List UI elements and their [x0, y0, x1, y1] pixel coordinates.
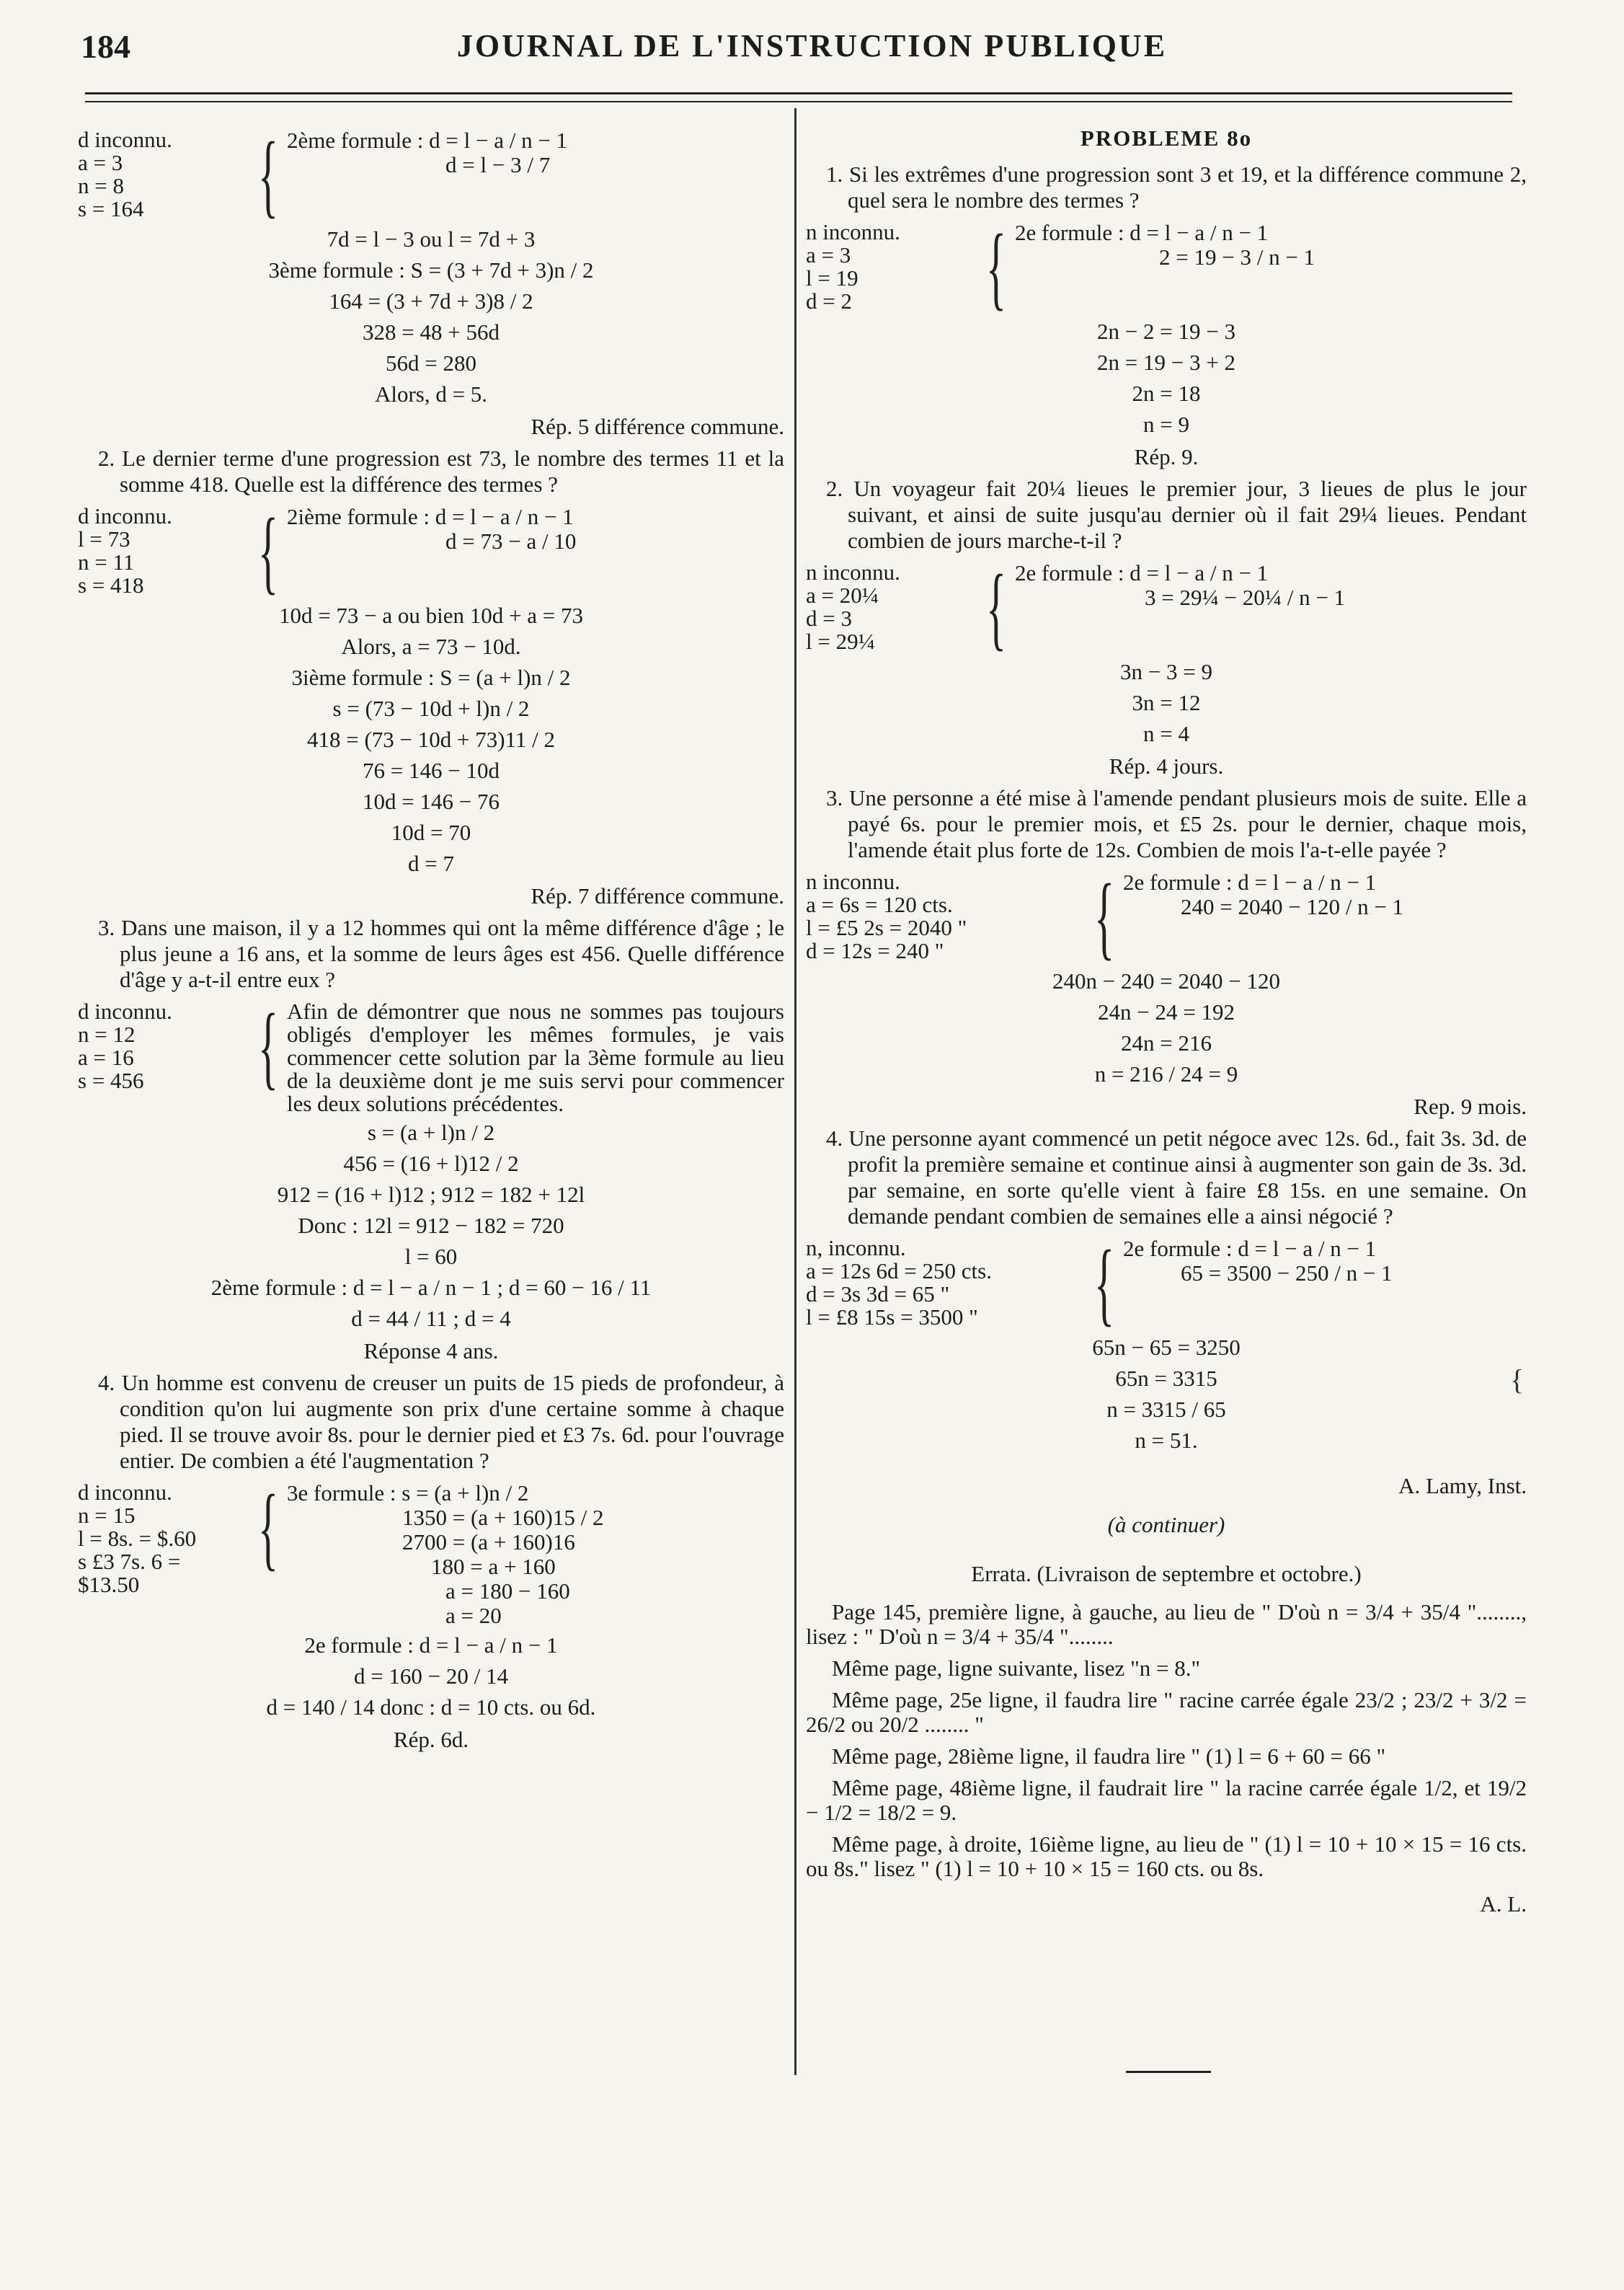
- given-value: d inconnu.: [78, 1480, 172, 1505]
- equation: n = 216 / 24 = 9: [1094, 1061, 1238, 1087]
- equation: 240 = 2040 − 120 / n − 1: [1181, 894, 1404, 919]
- equation: 164 = (3 + 7d + 3)8 / 2: [329, 288, 533, 314]
- equation: d = 44 / 11 ; d = 4: [351, 1306, 511, 1331]
- given-value: s = 456: [78, 1068, 144, 1093]
- errata-line: Même page, 48ième ligne, il faudrait lire " la racine carrée égale 1/2, et 19/2 − 1/2 = 18/2 = 9.: [806, 1775, 1527, 1825]
- equation: 912 = (16 + l)12 ; 912 = 182 + 12l: [277, 1182, 585, 1207]
- given-value: n, inconnu.: [806, 1235, 906, 1260]
- given-value: n inconnu.: [806, 869, 900, 894]
- equation: 2e formule : d = l − a / n − 1: [1123, 870, 1377, 895]
- given-value: n = 15: [78, 1503, 136, 1528]
- equation: 240n − 240 = 2040 − 120: [1052, 968, 1280, 994]
- answer: Rép. 4 jours.: [1109, 753, 1224, 779]
- equation: 3n − 3 = 9: [1120, 659, 1212, 684]
- given-value: l = 73: [78, 526, 130, 552]
- equation: 24n = 216: [1121, 1030, 1212, 1056]
- answer: Rép. 9.: [1134, 444, 1199, 469]
- header-rule: [85, 101, 1512, 102]
- problem-question: 2. Le dernier terme d'une progression est 73, le nombre des termes 11 et la somme 418. Quelle est la différence des termes ?: [98, 446, 784, 497]
- equation: s = (a + l)n / 2: [367, 1120, 495, 1145]
- given-value: a = 3: [78, 150, 123, 175]
- left-column: [78, 121, 784, 1759]
- problem-1: [806, 162, 1527, 470]
- equation: 2 = 19 − 3 / n − 1: [1159, 244, 1315, 270]
- equation: n = 51.: [1135, 1428, 1198, 1453]
- given-value: s £3 7s. 6 =: [78, 1549, 181, 1574]
- given-value: a = 16: [78, 1045, 134, 1070]
- equation: d = 160 − 20 / 14: [353, 1663, 509, 1689]
- given-value: n = 8: [78, 173, 124, 198]
- given-values: [806, 1237, 1094, 1330]
- answer: Rép. 7 différence commune.: [531, 883, 784, 909]
- given-value: d = 3: [806, 606, 852, 631]
- equation: 2e formule : d = l − a / n − 1: [304, 1632, 558, 1658]
- given-value: a = 20¼: [806, 583, 879, 608]
- errata-line: Même page, 28ième ligne, il faudra lire " (1) l = 6 + 60 = 66 ": [832, 1743, 1386, 1769]
- equation: 328 = 48 + 56d: [363, 319, 500, 345]
- problem-1: [78, 123, 784, 440]
- given-values: [806, 870, 1094, 964]
- equation: 2n = 18: [1132, 381, 1201, 406]
- problem-4: [806, 1126, 1527, 1454]
- given-values: [78, 128, 258, 222]
- problem-question: 4. Une personne ayant commencé un petit négoce avec 12s. 6d., fait 3s. 3d. de profit la première semaine et continue ainsi à augmenter son gain de 3s. 3d. par semaine, en sorte qu'elle vient à faire £8 15s. en une semaine. On demande pendant combien de semaines elle a ainsi négocié ?: [826, 1126, 1527, 1229]
- equation: n = 3315 / 65: [1106, 1397, 1226, 1422]
- closing-rule: [1126, 2071, 1211, 2073]
- given-value: n inconnu.: [806, 560, 900, 585]
- equation: a = 180 − 160: [445, 1578, 570, 1604]
- equation: 2ème formule : d = l − a / n − 1 ; d = 60 − 16 / 11: [210, 1275, 652, 1300]
- given-value: l = £8 15s = 3500 ": [806, 1304, 978, 1330]
- given-value: l = 19: [806, 265, 858, 291]
- equation: 418 = (73 − 10d + 73)11 / 2: [306, 727, 556, 752]
- answer: Rép. 5 différence commune.: [531, 414, 784, 439]
- equation: n = 9: [1143, 412, 1189, 437]
- problem-2: [78, 446, 784, 909]
- equation: 7d = l − 3 ou l = 7d + 3: [327, 226, 536, 252]
- equation: 65n − 65 = 3250: [1092, 1335, 1241, 1360]
- given-value: d = 12s = 240 ": [806, 938, 944, 963]
- equation: 3ième formule : S = (a + l)n / 2: [291, 665, 571, 690]
- equation: 3n = 12: [1132, 690, 1201, 715]
- brace: {: [258, 1476, 279, 1580]
- given-value: a = 12s 6d = 250 cts.: [806, 1258, 992, 1283]
- equation: n = 4: [1143, 721, 1189, 746]
- given-value: s = 164: [78, 196, 144, 221]
- problem-question: 3. Dans une maison, il y a 12 hommes qui ont la même différence d'âge ; le plus jeune a 16 ans, et la somme de leurs âges est 456. Quelle différence d'âge y a-t-il entre eux ?: [98, 915, 784, 992]
- brace: {: [258, 995, 279, 1099]
- errata-line: Page 145, première ligne, à gauche, au lieu de " D'où n = 3/4 + 35/4 "........, lisez : " D'où n = 3/4 + 35/4 "........: [806, 1599, 1527, 1649]
- equation: 2ème formule : d = l − a / n − 1: [287, 128, 568, 153]
- brace: {: [258, 500, 279, 604]
- errata-section: [806, 1561, 1527, 1917]
- working: [1123, 1237, 1527, 1330]
- given-value: n inconnu.: [806, 219, 900, 244]
- header-rule: [85, 92, 1512, 94]
- problem-question: 3. Une personne a été mise à l'amende pendant plusieurs mois de suite. Elle a payé 6s. pour le premier mois, et £5 2s. pour le dernier, chaque mois, l'amende était plus forte de 12s. Combien de mois l'a-t-elle payée ?: [826, 785, 1527, 862]
- brace: {: [986, 216, 1007, 319]
- equation: 3 = 29¼ − 20¼ / n − 1: [1145, 585, 1346, 610]
- equation: 2e formule : d = l − a / n − 1: [1123, 1236, 1377, 1261]
- working: [287, 505, 784, 598]
- equation: 2n − 2 = 19 − 3: [1097, 319, 1235, 344]
- given-values: [806, 561, 986, 655]
- continued-note: (à continuer): [1107, 1512, 1225, 1537]
- equation: 10d = 70: [391, 820, 471, 845]
- given-values: [78, 1000, 258, 1115]
- equation: a = 20: [445, 1603, 502, 1628]
- brace: {: [258, 123, 279, 227]
- working: [1015, 561, 1527, 655]
- given-value: d inconnu.: [78, 999, 172, 1024]
- page-number: 184: [81, 28, 130, 65]
- problem-question: 4. Un homme est convenu de creuser un puits de 15 pieds de profondeur, à condition qu'on lui augmente son prix d'une certaine somme à chaque pied. Il se trouve avoir 8s. pour le dernier pied et £3 7s. 6d. pour l'ouvrage entier. De combien a été l'augmentation ?: [98, 1370, 784, 1473]
- given-value: d inconnu.: [78, 503, 172, 529]
- column-divider: [794, 108, 797, 2075]
- problem-question: 1. Si les extrêmes d'une progression sont 3 et 19, et la différence commune 2, quel sera le nombre des termes ?: [826, 162, 1527, 213]
- equation: 2n = 19 − 3 + 2: [1097, 350, 1235, 375]
- brace: {: [1094, 865, 1115, 969]
- equation: Alors, d = 5.: [374, 381, 488, 407]
- working: [1123, 870, 1527, 964]
- equation: 10d = 73 − a ou bien 10d + a = 73: [278, 603, 584, 628]
- given-value: l = 29¼: [806, 629, 875, 654]
- given-value: d inconnu.: [78, 127, 172, 152]
- errata-line: Même page, à droite, 16ième ligne, au lieu de " (1) l = 10 + 10 × 15 = 16 cts. ou 8s." lisez " (1) l = 10 + 10 × 15 = 160 cts. ou 8s.: [806, 1831, 1527, 1881]
- equation: d = 73 − a / 10: [445, 529, 577, 554]
- equation: 10d = 146 − 76: [363, 789, 500, 814]
- errata-line: Même page, 25e ligne, il faudra lire " racine carrée égale 23/2 ; 23/2 + 3/2 = 26/2 ou 20/2 ........ ": [806, 1687, 1527, 1737]
- page-title: JOURNAL DE L'INSTRUCTION PUBLIQUE: [456, 28, 1168, 63]
- working: [287, 1481, 784, 1628]
- answer: Réponse 4 ans.: [363, 1338, 499, 1363]
- problem-question: 2. Un voyageur fait 20¼ lieues le premier jour, 3 lieues de plus le jour suivant, et ainsi de suite jusqu'au dernier où il fait 29¼ lieues. Pendant combien de jours marche-t-il ?: [826, 476, 1527, 553]
- equation: 3ème formule : S = (3 + 7d + 3)n / 2: [268, 257, 594, 283]
- given-value: $13.50: [78, 1572, 140, 1597]
- equation: 2700 = (a + 160)16: [402, 1529, 575, 1555]
- equation: 2e formule : d = l − a / n − 1: [1015, 560, 1269, 585]
- equation: d = 7: [408, 851, 454, 876]
- given-value: s = 418: [78, 572, 144, 598]
- equation: 24n − 24 = 192: [1098, 999, 1235, 1025]
- given-value: l = £5 2s = 2040 ": [806, 915, 967, 940]
- equation: 2ième formule : d = l − a / n − 1: [287, 504, 574, 529]
- equation: 1350 = (a + 160)15 / 2: [402, 1505, 604, 1530]
- equation: 3e formule : s = (a + l)n / 2: [287, 1480, 529, 1506]
- given-value: d = 3s 3d = 65 ": [806, 1281, 950, 1307]
- errata-heading: Errata. (Livraison de septembre et octobre.): [971, 1561, 1362, 1586]
- problem-2: [806, 476, 1527, 779]
- equation: Donc : 12l = 912 − 182 = 720: [298, 1213, 564, 1238]
- equation: 56d = 280: [386, 350, 476, 376]
- equation: 2e formule : d = l − a / n − 1: [1015, 220, 1269, 245]
- problem-4: [78, 1370, 784, 1753]
- equation: 65 = 3500 − 250 / n − 1: [1181, 1260, 1393, 1286]
- given-value: n = 11: [78, 549, 135, 575]
- brace: {: [1094, 1232, 1115, 1335]
- equation: Alors, a = 73 − 10d.: [341, 634, 521, 659]
- equation: d = l − 3 / 7: [445, 152, 551, 177]
- explanatory-note: Afin de démontrer que nous ne sommes pas toujours obligés d'employer les mêmes formules, je vais commencer cette solution par la 3ème formule au lieu de la deuxième dont je me suis servi pour commencer les deux solutions précédentes.: [287, 999, 784, 1116]
- given-values: [78, 1481, 258, 1628]
- given-value: a = 6s = 120 cts.: [806, 892, 953, 917]
- working: [287, 128, 784, 222]
- equation: l = 60: [404, 1244, 458, 1269]
- answer: Rep. 9 mois.: [1414, 1094, 1527, 1119]
- brace: {: [986, 556, 1007, 660]
- answer: Rép. 6d.: [393, 1727, 469, 1752]
- given-value: l = 8s. = $.60: [78, 1526, 197, 1551]
- equation: 76 = 146 − 10d: [363, 758, 500, 783]
- equation: s = (73 − 10d + l)n / 2: [332, 696, 530, 721]
- errata-signature: A. L.: [1480, 1891, 1527, 1917]
- section-title: PROBLEME 8o: [1080, 125, 1253, 151]
- given-value: d = 2: [806, 288, 852, 314]
- equation: d = 140 / 14 donc : d = 10 cts. ou 6d.: [266, 1694, 596, 1720]
- problem-3: [806, 785, 1527, 1120]
- working: [1015, 221, 1527, 314]
- equation: 65n = 3315: [1115, 1366, 1217, 1391]
- given-values: [78, 505, 258, 598]
- ink-mark: {: [1510, 1363, 1525, 1396]
- given-value: a = 3: [806, 242, 851, 268]
- equation: 180 = a + 160: [431, 1554, 556, 1579]
- errata-line: Même page, ligne suivante, lisez "n = 8.": [832, 1655, 1201, 1681]
- right-column: [806, 121, 1527, 1917]
- author-signature: A. Lamy, Inst.: [1398, 1473, 1527, 1498]
- problem-3: [78, 915, 784, 1364]
- given-value: n = 12: [78, 1022, 136, 1047]
- equation: 456 = (16 + l)12 / 2: [343, 1151, 519, 1176]
- given-values: [806, 221, 986, 314]
